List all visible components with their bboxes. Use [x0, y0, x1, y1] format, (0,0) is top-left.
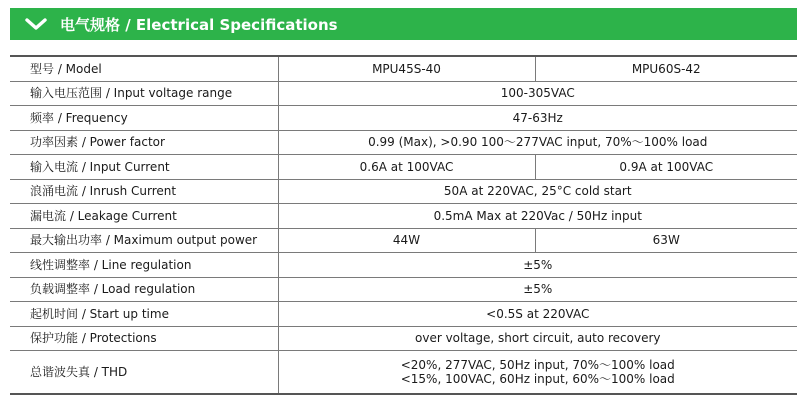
cell-value [278, 351, 797, 395]
table-row-power-factor [10, 130, 797, 155]
table-row-model [10, 56, 797, 81]
thd-line: <20%, 277VAC, 50Hz input, 70%～100% load [400, 357, 675, 372]
cell-value: over voltage, short circuit, auto recovery [278, 326, 797, 351]
cell-value: 47-63Hz [278, 106, 797, 131]
row-label: 频率 / Frequency [10, 106, 278, 131]
table-row-protections [10, 326, 797, 351]
chevron-down-icon [24, 16, 48, 32]
table-row-frequency [10, 106, 797, 131]
cell-value: 0.6A at 100VAC [278, 155, 535, 180]
section-title: 电气规格 / Electrical Specifications [60, 15, 338, 34]
spec-table [10, 55, 797, 395]
cell-value: 0.99 (Max), >0.90 100～277VAC input, 70%～100% load [278, 130, 797, 155]
row-label: 总谐波失真 / THD [10, 351, 278, 395]
cell-value: 50A at 220VAC, 25°C cold start [278, 179, 797, 204]
table-row-start-up-time [10, 302, 797, 327]
row-label: 线性调整率 / Line regulation [10, 253, 278, 278]
row-label: 保护功能 / Protections [10, 326, 278, 351]
row-label: 起机时间 / Start up time [10, 302, 278, 327]
thd-line: <15%, 100VAC, 60Hz input, 60%～100% load [400, 372, 675, 386]
table-row-max-output-power [10, 228, 797, 253]
table-row-inrush-current [10, 179, 797, 204]
cell-value: 63W [535, 228, 797, 253]
table-row-load-regulation [10, 277, 797, 302]
row-label: 输入电流 / Input Current [10, 155, 278, 180]
cell-value: ±5% [278, 277, 797, 302]
row-label: 负载调整率 / Load regulation [10, 277, 278, 302]
cell-value: 0.5mA Max at 220Vac / 50Hz input [278, 204, 797, 229]
row-label: 漏电流 / Leakage Current [10, 204, 278, 229]
cell-value: 0.9A at 100VAC [535, 155, 797, 180]
table-row-thd [10, 351, 797, 395]
row-label: 输入电压范围 / Input voltage range [10, 81, 278, 106]
cell-value: MPU60S-42 [535, 56, 797, 81]
row-label: 最大输出功率 / Maximum output power [10, 228, 278, 253]
cell-value: <0.5S at 220VAC [278, 302, 797, 327]
section-header [10, 8, 797, 40]
cell-value: MPU45S-40 [278, 56, 535, 81]
table-row-leakage-current [10, 204, 797, 229]
cell-value: 44W [278, 228, 535, 253]
row-label: 功率因素 / Power factor [10, 130, 278, 155]
table-row-input-voltage [10, 81, 797, 106]
cell-value: ±5% [278, 253, 797, 278]
table-row-line-regulation [10, 253, 797, 278]
cell-value: 100-305VAC [278, 81, 797, 106]
row-label: 型号 / Model [10, 56, 278, 81]
table-row-input-current [10, 155, 797, 180]
row-label: 浪涌电流 / Inrush Current [10, 179, 278, 204]
